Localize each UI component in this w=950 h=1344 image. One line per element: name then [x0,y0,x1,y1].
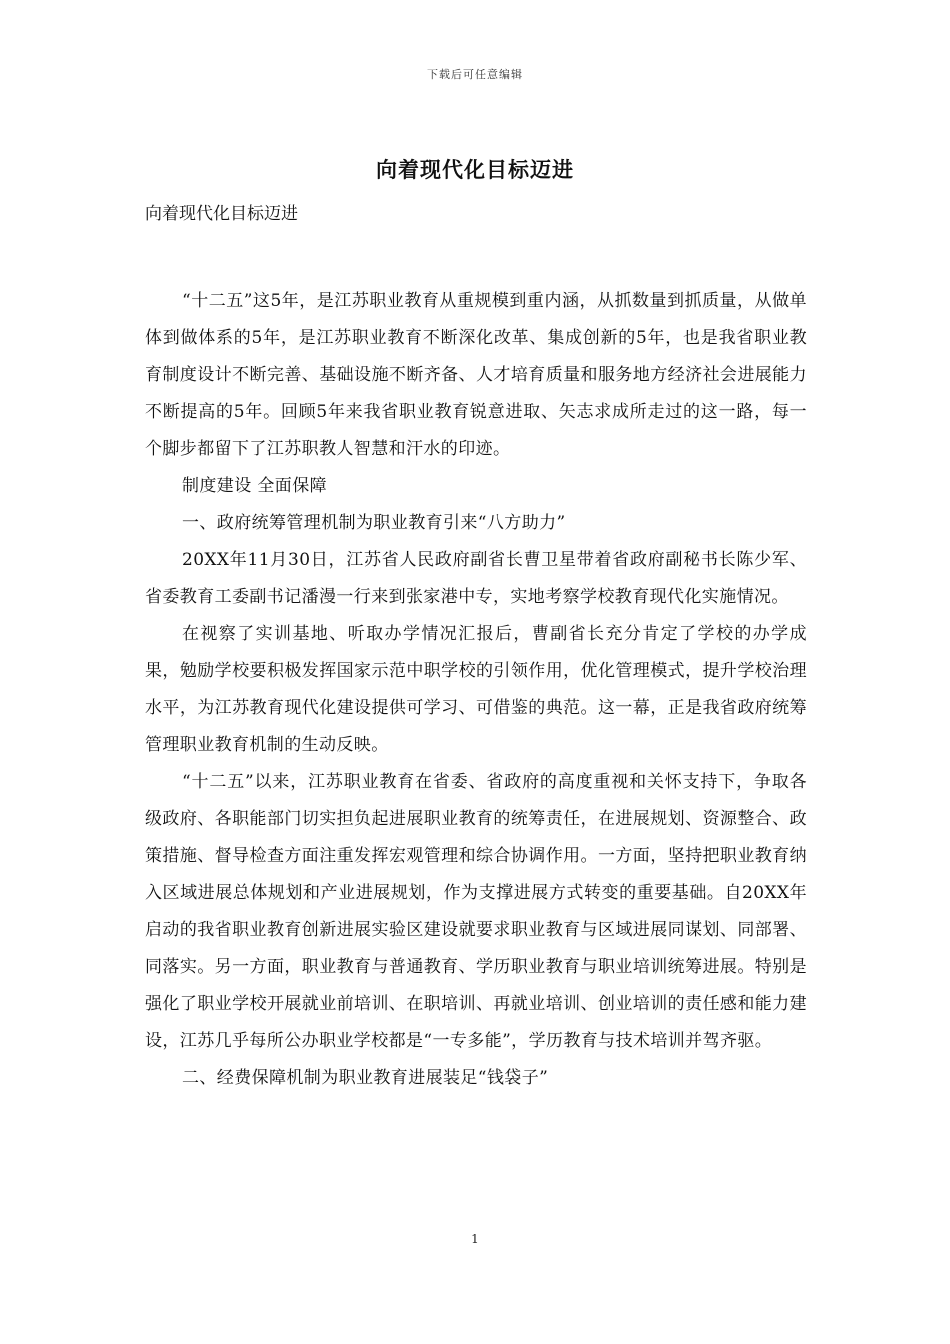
paragraph: 20XX年11月30日，江苏省人民政府副省长曹卫星带着省政府副秘书长陈少军、省委教育工委副书记潘漫一行来到张家港中专，实地考察学校教育现代化实施情况。 [145,550,807,607]
blank-line [145,231,807,283]
document-body [145,197,807,1097]
subsection-heading: 二、经费保障机制为职业教育进展装足“钱袋子” [182,1068,549,1088]
section-heading: 制度建设 全面保障 [182,476,328,496]
paragraph: 在视察了实训基地、听取办学情况汇报后，曹副省长充分肯定了学校的办学成果，勉励学校要积极发挥国家示范中职学校的引领作用，优化管理模式，提升学校治理水平，为江苏教育现代化建设提供可学习、可借鉴的典范。这一幕，正是我省政府统筹管理职业教育机制的生动反映。 [145,624,807,755]
document-subtitle: 向着现代化目标迈进 [145,204,298,224]
subsection-heading: 一、政府统筹管理机制为职业教育引来“八方助力” [182,513,566,533]
page-header-note: 下载后可任意编辑 [427,68,523,81]
page-number: 1 [471,1232,479,1246]
document-title: 向着现代化目标迈进 [376,157,574,182]
paragraph: “十二五”这5年，是江苏职业教育从重规模到重内涵，从抓数量到抓质量，从做单体到做体系的5年，是江苏职业教育不断深化改革、集成创新的5年，也是我省职业教育制度设计不断完善、基础设施不断齐备、人才培育质量和服务地方经济社会进展能力不断提高的5年。回顾5年来我省职业教育锐意进取、矢志求成所走过的这一路，每一个脚步都留下了江苏职教人智慧和汗水的印迹。 [145,291,807,459]
paragraph: “十二五”以来，江苏职业教育在省委、省政府的高度重视和关怀支持下，争取各级政府、各职能部门切实担负起进展职业教育的统筹责任，在进展规划、资源整合、政策措施、督导检查方面注重发挥宏观管理和综合协调作用。一方面，坚持把职业教育纳入区域进展总体规划和产业进展规划，作为支撑进展方式转变的重要基础。自20XX年启动的我省职业教育创新进展实验区建设就要求职业教育与区域进展同谋划、同部署、同落实。另一方面，职业教育与普通教育、学历职业教育与职业培训统筹进展。特别是强化了职业学校开展就业前培训、在职培训、再就业培训、创业培训的责任感和能力建设，江苏几乎每所公办职业学校都是“一专多能”，学历教育与技术培训并驾齐驱。 [145,772,807,1051]
